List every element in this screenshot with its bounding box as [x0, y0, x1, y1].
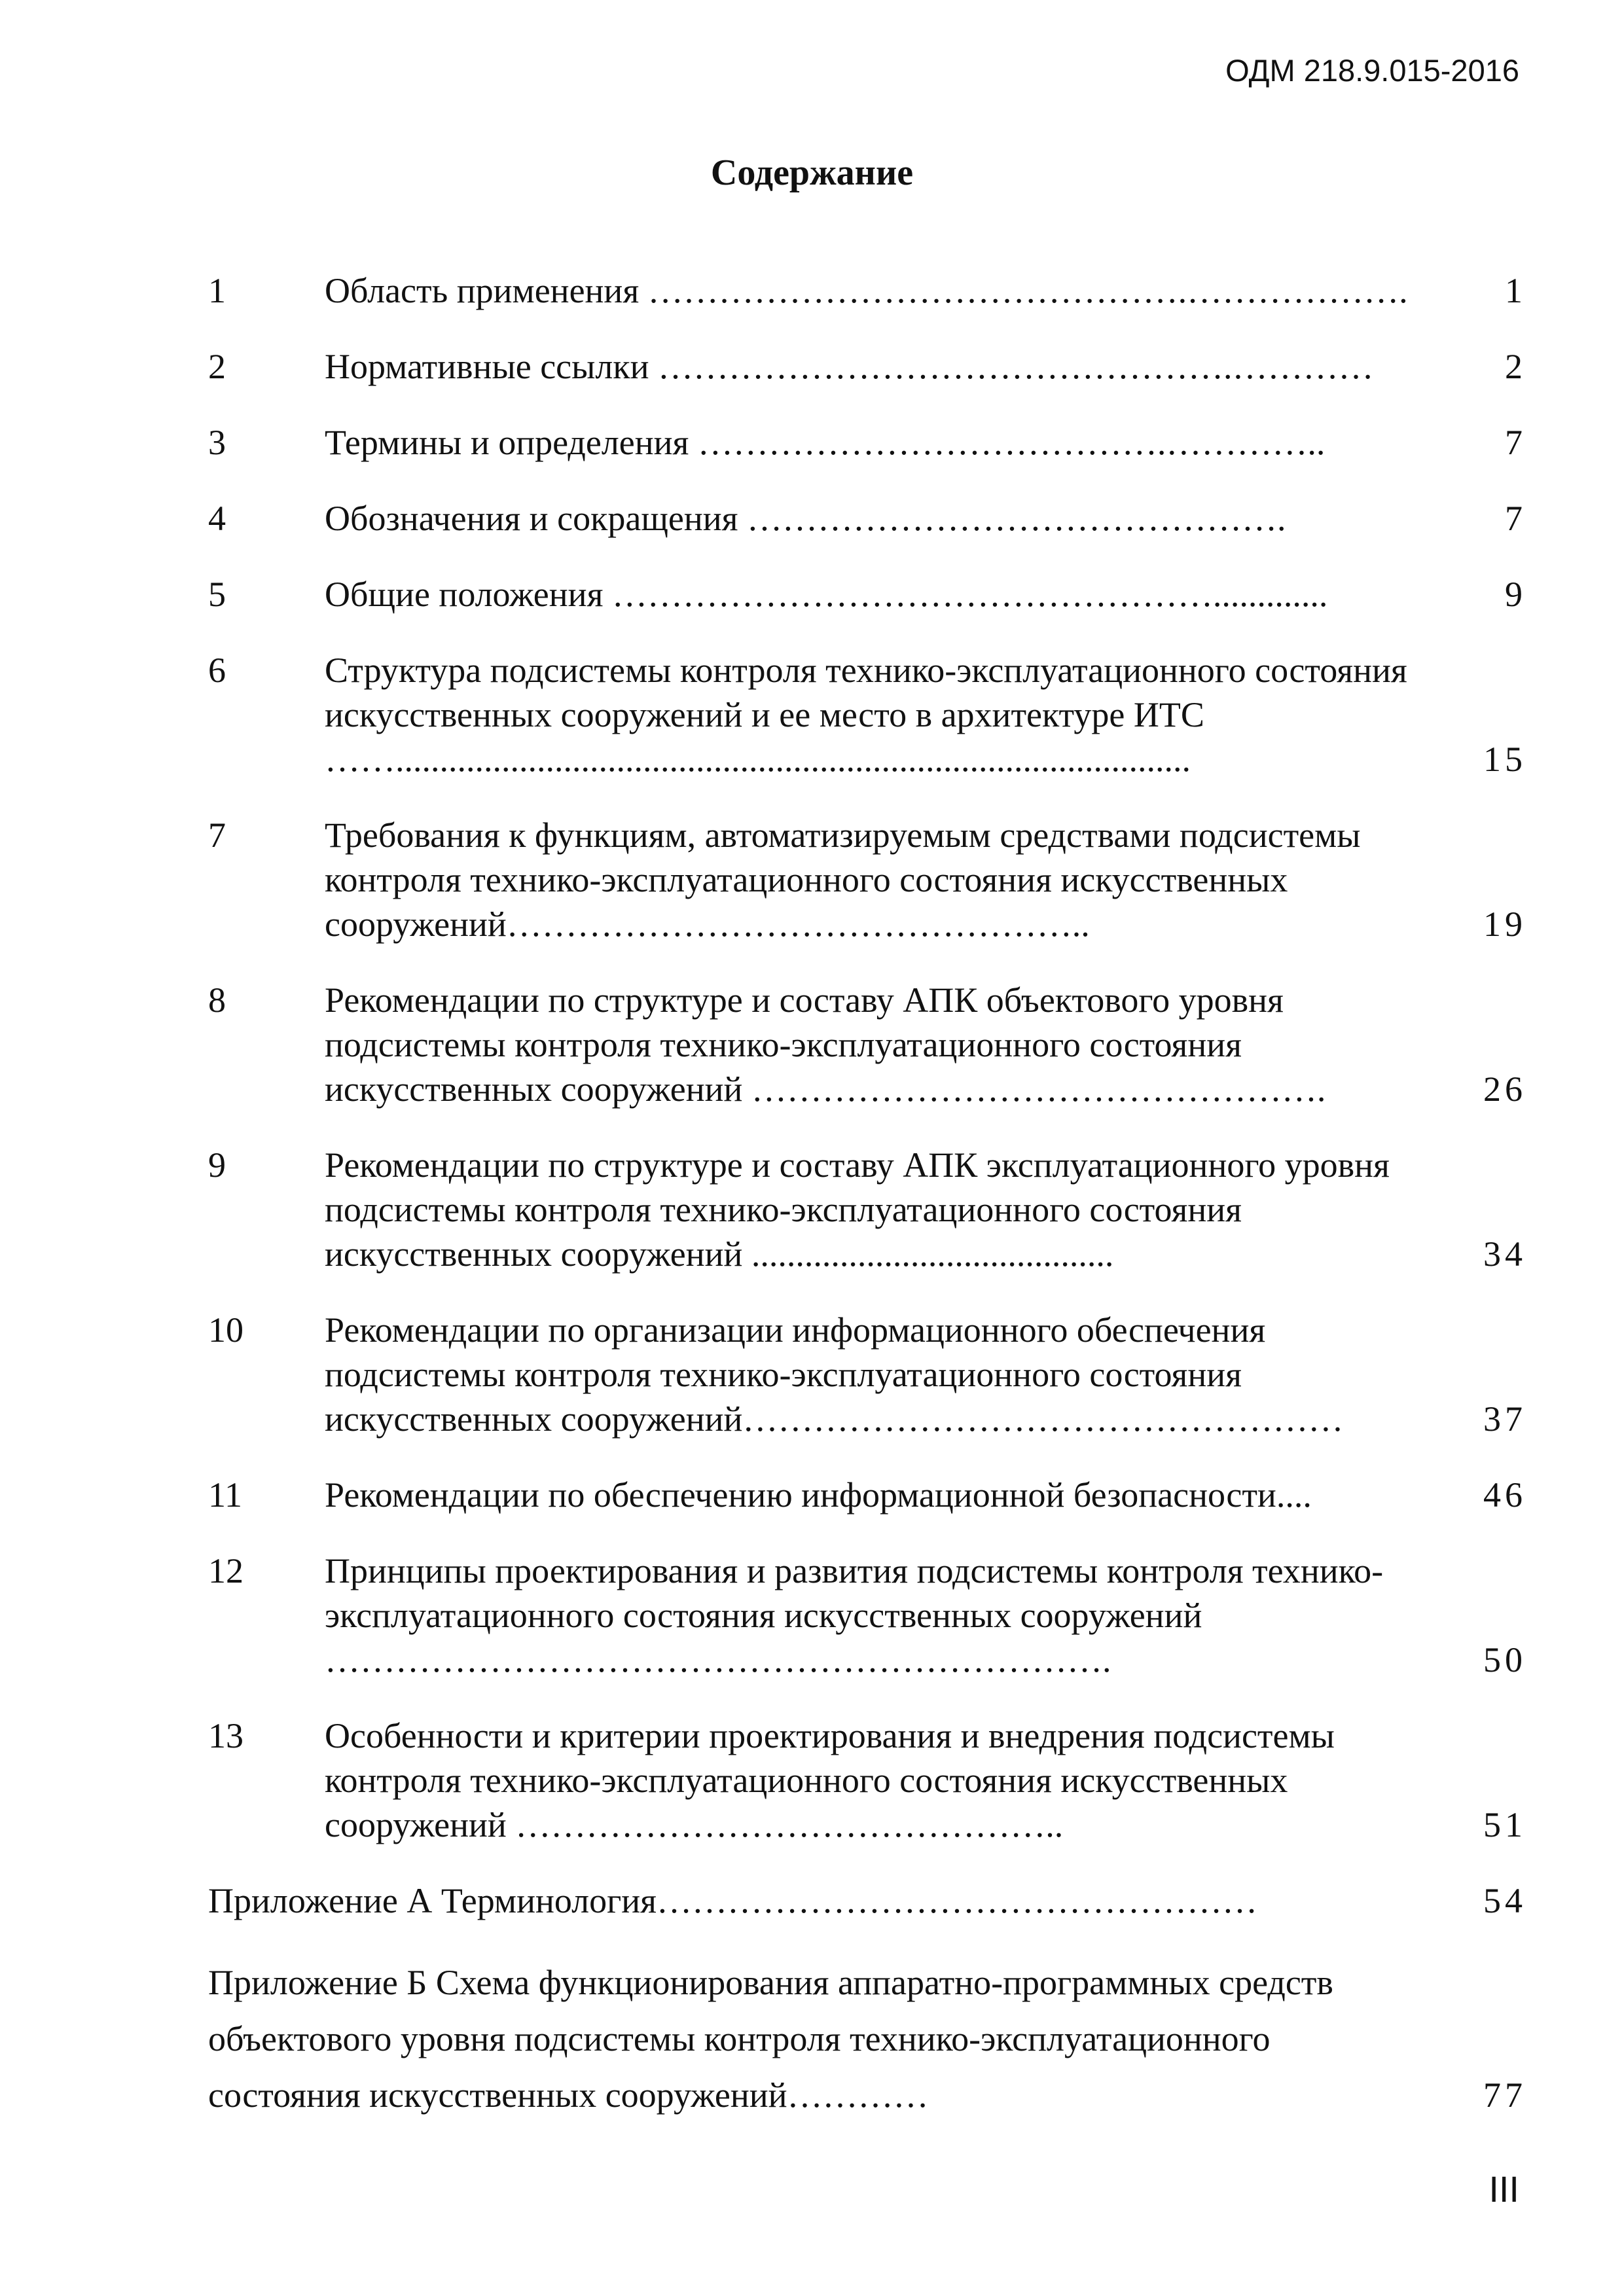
- toc-entry-12: [208, 1549, 1526, 1682]
- entry-number: 1: [208, 271, 226, 310]
- toc-entry-13: [208, 1713, 1526, 1847]
- entry-page: 1: [1505, 271, 1526, 310]
- table-of-contents: [208, 268, 1526, 2123]
- entry-number: 13: [208, 1716, 244, 1755]
- appendix-page: 54: [1483, 1881, 1526, 1920]
- page-number: III: [1489, 2168, 1519, 2210]
- toc-appendix-a: [208, 1878, 1526, 1923]
- entry-number: 8: [208, 980, 226, 1020]
- toc-entry-1: [208, 268, 1526, 313]
- toc-entry-8: [208, 978, 1526, 1111]
- entry-page: 7: [1505, 499, 1526, 538]
- toc-entry-4: [208, 496, 1526, 541]
- entry-title: Рекомендации по обеспечению информационной безопасности....: [325, 1475, 1312, 1515]
- entry-page: 15: [1483, 740, 1526, 779]
- page-title: Содержание: [710, 152, 914, 193]
- appendix-title: Приложение А Терминология……………………………………………: [208, 1881, 1257, 1920]
- entry-number: 9: [208, 1145, 226, 1185]
- entry-number: 5: [208, 575, 226, 614]
- toc-entry-10: [208, 1308, 1526, 1441]
- entry-page: 51: [1483, 1805, 1526, 1844]
- entry-title: Особенности и критерии проектирования и внедрения подсистемы контроля технико-эксплуатационного состояния искусственных сооружений ………………………………………..: [325, 1716, 1335, 1844]
- toc-entry-11: [208, 1473, 1526, 1517]
- entry-page: 9: [1505, 575, 1526, 614]
- toc-entry-2: [208, 344, 1526, 389]
- appendix-page: 77: [1483, 2075, 1526, 2115]
- entry-number: 11: [208, 1475, 242, 1515]
- entry-title: Общие положения …………………………………………….............: [325, 575, 1328, 614]
- toc-entry-7: [208, 813, 1526, 946]
- entry-page: 46: [1483, 1475, 1526, 1515]
- entry-page: 26: [1483, 1069, 1526, 1109]
- entry-number: 12: [208, 1551, 244, 1590]
- toc-entry-9: [208, 1143, 1526, 1276]
- toc-entry-5: [208, 572, 1526, 617]
- entry-title: Рекомендации по структуре и составу АПК объектового уровня подсистемы контроля технико-эксплуатационного состояния искусственных сооружений ………………………………………….: [325, 980, 1326, 1109]
- document-code: ОДМ 218.9.015-2016: [1225, 53, 1519, 88]
- entry-title: Нормативные ссылки ………………………………………….…………: [325, 347, 1374, 386]
- appendix-title: Приложение Б Схема функционирования аппаратно-программных средств объектового уровня подсистемы контроля технико-эксплуатационного состояния искусственных сооружений…………: [208, 1963, 1333, 2115]
- entry-title: Область применения ……………………………………….……………….: [325, 271, 1408, 310]
- entry-title: Рекомендации по структуре и составу АПК эксплуатационного уровня подсистемы контроля технико-эксплуатационного состояния искусственных сооружений .........................................: [325, 1145, 1390, 1274]
- toc-entry-3: [208, 420, 1526, 465]
- entry-title: Принципы проектирования и развития подсистемы контроля технико-эксплуатационного состояния искусственных сооружений ………………………………………………………….: [325, 1551, 1384, 1679]
- entry-title: Рекомендации по организации информационного обеспечения подсистемы контроля технико-эксплуатационного состояния искусственных сооружений……………………………………………: [325, 1310, 1344, 1439]
- entry-number: 7: [208, 816, 226, 855]
- entry-title: Обозначения и сокращения ……………………………………….: [325, 499, 1286, 538]
- entry-number: 10: [208, 1310, 244, 1350]
- entry-page: 37: [1483, 1399, 1526, 1439]
- entry-page: 19: [1483, 905, 1526, 944]
- entry-page: 50: [1483, 1640, 1526, 1679]
- entry-page: 2: [1505, 347, 1526, 386]
- entry-number: 3: [208, 423, 226, 462]
- entry-number: 2: [208, 347, 226, 386]
- entry-title: Требования к функциям, автоматизируемым средствами подсистемы контроля технико-эксплуатационного состояния искусственных сооружений…………………………………………..: [325, 816, 1361, 944]
- toc-entry-6: [208, 648, 1526, 781]
- entry-title: Структура подсистемы контроля технико-эксплуатационного состояния искусственных сооружений и ее место в архитектуре ИТС ……..........................................................................................: [325, 651, 1407, 779]
- entry-title: Термины и определения ………………………………….…………..: [325, 423, 1326, 462]
- entry-number: 6: [208, 651, 226, 690]
- toc-appendix-b: [208, 1954, 1526, 2123]
- entry-number: 4: [208, 499, 226, 538]
- entry-page: 7: [1505, 423, 1526, 462]
- entry-page: 34: [1483, 1234, 1526, 1274]
